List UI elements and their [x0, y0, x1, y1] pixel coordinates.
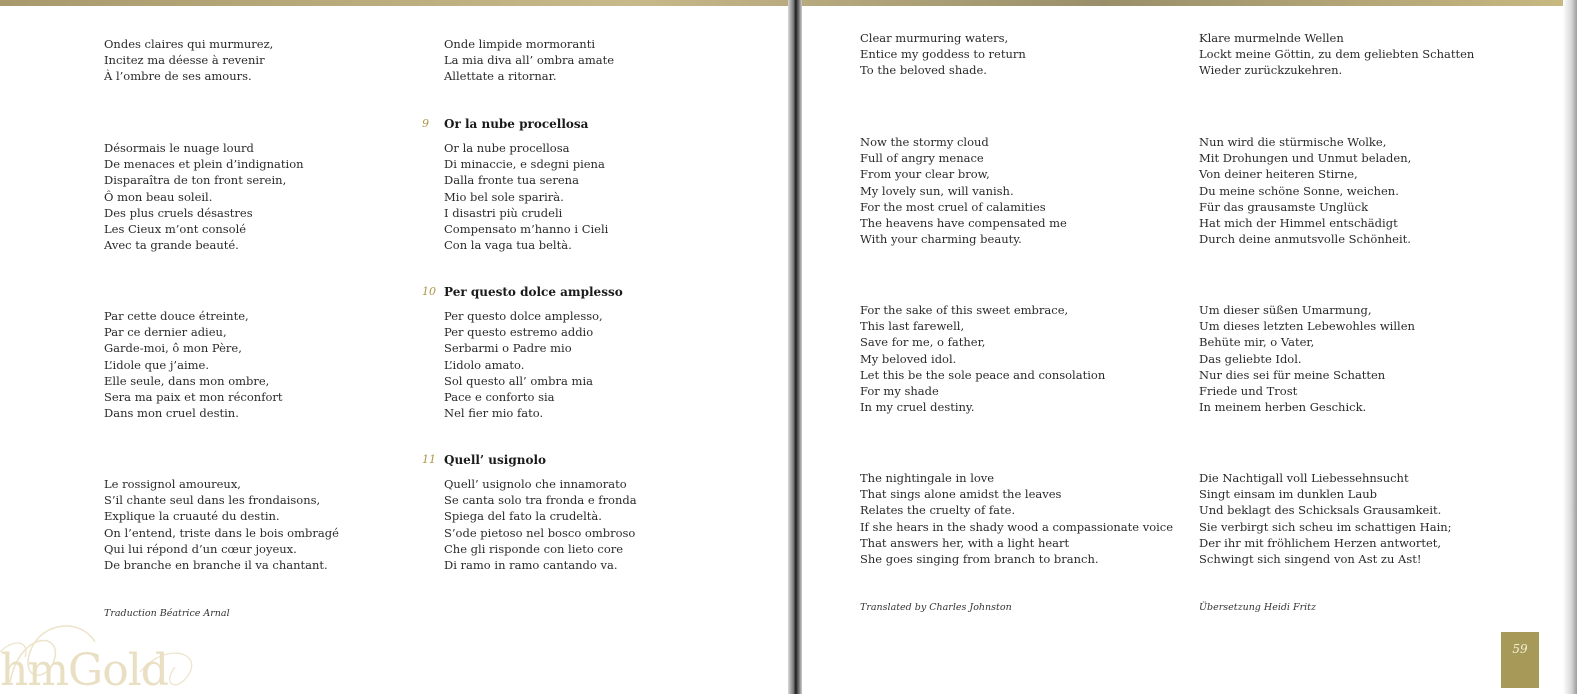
poem-line: Explique la cruauté du destin. — [104, 509, 280, 524]
poem-line: Des plus cruels désastres — [104, 205, 253, 220]
page-edge-shadow — [1563, 0, 1577, 694]
poem-line: Full of angry menace — [860, 151, 984, 166]
section-title: Or la nube procellosa — [444, 117, 589, 131]
poem-line: Save for me, o father, — [860, 335, 986, 350]
poem-line: Du meine schöne Sonne, weichen. — [1199, 183, 1399, 198]
poem-line: Incitez ma déesse à revenir — [104, 53, 265, 68]
poem-line: She goes singing from branch to branch. — [860, 552, 1099, 567]
poem-line: Con la vaga tua beltà. — [444, 238, 572, 253]
poem-line: In meinem herben Geschick. — [1199, 400, 1367, 415]
poem-line: With your charming beauty. — [860, 232, 1022, 247]
page-number-box — [1501, 632, 1539, 688]
poem-line: Par ce dernier adieu, — [104, 325, 227, 340]
poem-line: I disastri più crudeli — [444, 205, 563, 220]
poem-line: Nel fier mio fato. — [444, 406, 544, 421]
poem-line: Onde limpide mormoranti — [444, 37, 595, 51]
poem-line: Behüte mir, o Vater, — [1199, 335, 1315, 350]
italian-stanza-4 — [444, 476, 824, 573]
poem-line: Sie verbirgt sich scheu im schattigen Hain; — [1199, 519, 1452, 534]
poem-line: S’il chante seul dans les frondaisons, — [104, 493, 321, 508]
poem-line: Che gli risponde con lieto core — [444, 541, 624, 556]
section-number: 10 — [422, 285, 436, 298]
french-stanza-1 — [104, 36, 484, 85]
poem-line: Von deiner heiteren Stirne, — [1199, 167, 1358, 182]
italian-stanza-3 — [444, 308, 824, 421]
french-stanza-4 — [104, 476, 484, 573]
poem-line: Or la nube procellosa — [444, 141, 570, 155]
poem-line: Spiega del fato la crudeltà. — [444, 509, 602, 524]
german-translator-credit: Übersetzung Heidi Fritz — [1199, 602, 1316, 613]
french-translator-credit: Traduction Béatrice Arnal — [104, 608, 230, 619]
section-title: Per questo dolce amplesso — [444, 285, 623, 299]
section-title: Quell’ usignolo — [444, 453, 547, 467]
section-heading-11 — [422, 452, 804, 468]
poem-line: Dans mon cruel destin. — [104, 406, 239, 421]
poem-line: Ondes claires qui murmurez, — [104, 37, 274, 51]
poem-line: Nun wird die stürmische Wolke, — [1199, 135, 1387, 149]
section-heading-10 — [422, 284, 804, 300]
poem-line: To the beloved shade. — [860, 63, 987, 78]
poem-line: Garde-moi, ô mon Père, — [104, 341, 242, 356]
poem-line: Ô mon beau soleil. — [104, 189, 213, 204]
poem-line: Lockt meine Göttin, zu dem geliebten Schatten — [1199, 47, 1475, 62]
poem-line: Um dieser süßen Umarmung, — [1199, 303, 1372, 317]
poem-line: Wieder zurückzukehren. — [1199, 63, 1343, 78]
poem-line: For the most cruel of calamities — [860, 199, 1046, 214]
poem-line: Les Cieux m’ont consolé — [104, 222, 247, 237]
poem-line: Désormais le nuage lourd — [104, 141, 254, 155]
poem-line: Das geliebte Idol. — [1199, 351, 1302, 366]
poem-line: Di ramo in ramo cantando va. — [444, 558, 618, 573]
poem-line: That sings alone amidst the leaves — [860, 487, 1062, 502]
poem-line: Per questo estremo addio — [444, 325, 594, 340]
poem-line: Quell’ usignolo che innamorato — [444, 477, 627, 491]
poem-line: Friede und Trost — [1199, 384, 1298, 399]
brand-logo-text: hmGold — [0, 648, 168, 694]
poem-line: Um dieses letzten Lebewohles willen — [1199, 319, 1415, 334]
poem-line: Nur dies sei für meine Schatten — [1199, 367, 1386, 382]
poem-line: Di minaccie, e sdegni piena — [444, 157, 605, 172]
poem-line: De branche en branche il va chantant. — [104, 558, 328, 573]
page-number: 59 — [1512, 642, 1528, 656]
italian-stanza-1 — [444, 36, 824, 85]
french-stanza-2 — [104, 140, 484, 253]
poem-line: Sol questo all’ ombra mia — [444, 373, 593, 388]
german-stanza-4 — [1199, 470, 1577, 567]
english-stanza-2 — [860, 134, 1240, 247]
poem-line: Per questo dolce amplesso, — [444, 309, 603, 323]
poem-line: Let this be the sole peace and consolation — [860, 367, 1106, 382]
poem-line: For the sake of this sweet embrace, — [860, 303, 1069, 317]
poem-line: Sera ma paix et mon réconfort — [104, 390, 283, 405]
poem-line: Dalla fronte tua serena — [444, 173, 579, 188]
poem-line: L’idole que j’aime. — [104, 357, 209, 372]
poem-line: Mio bel sole sparirà. — [444, 189, 564, 204]
poem-line: My beloved idol. — [860, 351, 957, 366]
poem-line: The heavens have compensated me — [860, 216, 1067, 231]
poem-line: Der ihr mit fröhlichem Herzen antwortet, — [1199, 535, 1442, 550]
poem-line: Pace e conforto sia — [444, 390, 555, 405]
poem-line: My lovely sun, will vanish. — [860, 183, 1014, 198]
poem-line: That answers her, with a light heart — [860, 535, 1070, 550]
poem-line: Se canta solo tra fronda e fronda — [444, 493, 637, 508]
section-number: 11 — [422, 453, 436, 466]
poem-line: Und beklagt des Schicksals Grausamkeit. — [1199, 503, 1442, 518]
english-stanza-3 — [860, 302, 1240, 415]
section-number: 9 — [422, 117, 429, 130]
poem-line: Mit Drohungen und Unmut beladen, — [1199, 151, 1412, 166]
poem-line: Singt einsam im dunklen Laub — [1199, 487, 1377, 502]
poem-line: Schwingt sich singend von Ast zu Ast! — [1199, 552, 1422, 567]
poem-line: In my cruel destiny. — [860, 400, 975, 415]
poem-line: Qui lui répond d’un cœur joyeux. — [104, 541, 297, 556]
poem-line: Durch deine anmutsvolle Schönheit. — [1199, 232, 1411, 247]
poem-line: Disparaîtra de ton front serein, — [104, 173, 287, 188]
section-heading-9 — [422, 116, 804, 132]
poem-line: Clear murmuring waters, — [860, 31, 1009, 45]
poem-line: Die Nachtigall voll Liebessehnsucht — [1199, 471, 1409, 485]
poem-line: Par cette douce étreinte, — [104, 309, 249, 323]
german-stanza-2 — [1199, 134, 1577, 247]
poem-line: Für das grausamste Unglück — [1199, 199, 1369, 214]
book-gutter — [788, 0, 802, 694]
poem-line: Allettate a ritornar. — [444, 69, 557, 84]
poem-line: From your clear brow, — [860, 167, 990, 182]
english-stanza-1 — [860, 30, 1240, 79]
poem-line: Serbarmi o Padre mio — [444, 341, 572, 356]
poem-line: Now the stormy cloud — [860, 135, 989, 149]
poem-line: If she hears in the shady wood a compassionate voice — [860, 519, 1174, 534]
poem-line: Relates the cruelty of fate. — [860, 503, 1016, 518]
poem-line: Elle seule, dans mon ombre, — [104, 373, 270, 388]
poem-line: Avec ta grande beauté. — [104, 238, 239, 253]
english-stanza-4 — [860, 470, 1240, 567]
german-stanza-3 — [1199, 302, 1577, 415]
french-stanza-3 — [104, 308, 484, 421]
german-stanza-1 — [1199, 30, 1577, 79]
poem-line: For my shade — [860, 384, 939, 399]
poem-line: L’idolo amato. — [444, 357, 525, 372]
poem-line: On l’entend, triste dans le bois ombragé — [104, 525, 339, 540]
poem-line: Compensato m’hanno i Cieli — [444, 222, 609, 237]
poem-line: S’ode pietoso nel bosco ombroso — [444, 525, 636, 540]
poem-line: À l’ombre de ses amours. — [104, 69, 252, 84]
english-translator-credit: Translated by Charles Johnston — [860, 602, 1012, 613]
poem-line: De menaces et plein d’indignation — [104, 157, 304, 172]
poem-line: Entice my goddess to return — [860, 47, 1026, 62]
italian-stanza-2 — [444, 140, 824, 253]
poem-line: Le rossignol amoureux, — [104, 477, 241, 491]
poem-line: The nightingale in love — [860, 471, 995, 485]
poem-line: Hat mich der Himmel entschädigt — [1199, 216, 1398, 231]
poem-line: This last farewell, — [860, 319, 965, 334]
poem-line: La mia diva all’ ombra amate — [444, 53, 615, 68]
poem-line: Klare murmelnde Wellen — [1199, 31, 1344, 45]
